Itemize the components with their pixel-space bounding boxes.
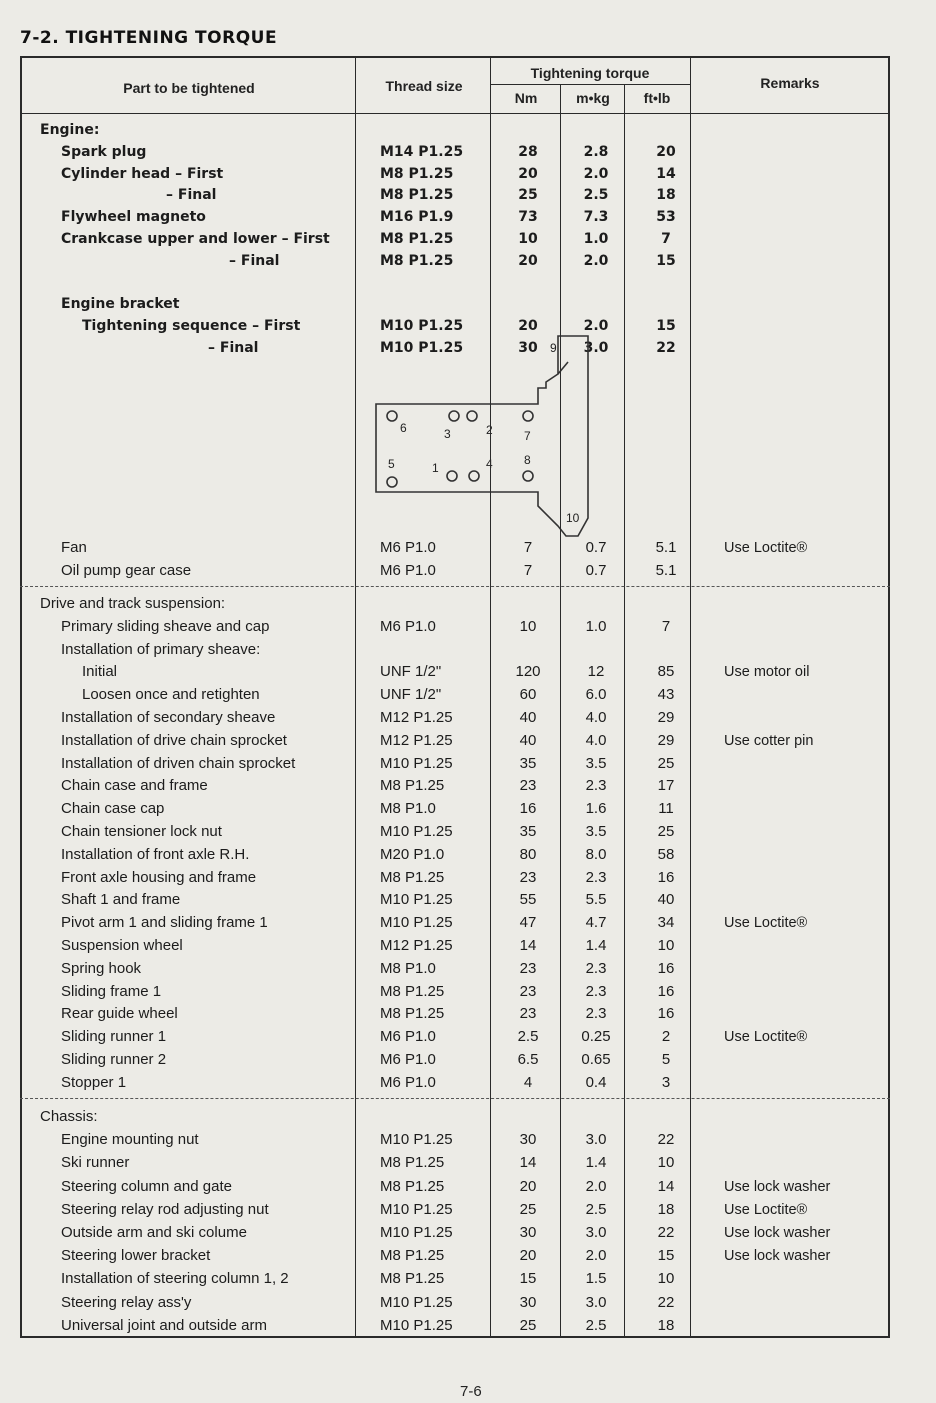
mkg-cell: 8.0 — [585, 845, 607, 863]
table-rule — [20, 113, 890, 114]
mkg-cell: 2.3 — [585, 777, 607, 795]
table-row — [20, 163, 890, 185]
header-nm: Nm — [514, 90, 538, 106]
part-cell: Shaft 1 and frame — [61, 891, 181, 909]
part-cell: Chain tensioner lock nut — [61, 823, 222, 840]
thread-cell: M20 P1.0 — [380, 845, 445, 863]
nm-cell: 20 — [518, 252, 538, 269]
ftlb-cell: 10 — [657, 937, 675, 954]
ftlb-cell: 22 — [657, 1131, 675, 1149]
thread-cell: M6 P1.0 — [380, 617, 436, 635]
ftlb-cell: 22 — [657, 1293, 675, 1311]
part-cell: Installation of drive chain sprocket — [61, 731, 287, 749]
part-cell: Steering lower bracket — [61, 1247, 211, 1265]
table-row — [20, 250, 890, 272]
ftlb-cell: 15 — [657, 1247, 675, 1265]
part-cell: Loosen once and retighten — [82, 686, 260, 704]
thread-cell: M8 P1.25 — [380, 1270, 445, 1288]
thread-cell: M10 P1.25 — [380, 1131, 453, 1149]
mkg-cell: 4.7 — [585, 914, 607, 932]
mkg-cell: 2.0 — [583, 318, 609, 335]
ftlb-cell: 29 — [657, 709, 675, 726]
table-row — [20, 1292, 890, 1314]
remarks-cell: Use motor oil — [724, 664, 810, 681]
mkg-cell: 1.5 — [585, 1270, 607, 1288]
table-row — [20, 775, 890, 797]
diagram-label: 2 — [486, 423, 493, 437]
table-row — [20, 1129, 890, 1151]
part-cell: Chain case cap — [61, 800, 165, 818]
ftlb-cell: 10 — [657, 1270, 675, 1288]
thread-cell: M8 P1.25 — [380, 1247, 445, 1265]
mkg-cell: 0.7 — [585, 539, 607, 556]
header-mkg: m•kg — [576, 90, 610, 106]
mkg-cell: 3.5 — [585, 823, 607, 840]
thread-cell: M6 P1.0 — [380, 539, 436, 556]
part-cell: Engine: — [40, 122, 100, 138]
table-row — [20, 1268, 890, 1290]
ftlb-cell: 43 — [657, 686, 675, 704]
thread-cell: M6 P1.0 — [380, 1028, 436, 1046]
part-cell: Pivot arm 1 and sliding frame 1 — [61, 914, 268, 932]
thread-cell: M12 P1.25 — [380, 709, 453, 726]
nm-cell: 20 — [518, 165, 538, 182]
ftlb-cell: 15 — [656, 318, 676, 335]
part-cell: – Final — [166, 187, 217, 204]
nm-cell: 14 — [519, 937, 537, 954]
part-cell: Installation of primary sheave: — [61, 640, 261, 658]
part-cell: Universal joint and outside arm — [61, 1316, 267, 1334]
mkg-cell: 2.5 — [585, 1316, 607, 1334]
part-cell: Chain case and frame — [61, 777, 208, 795]
nm-cell: 40 — [519, 731, 537, 749]
thread-cell: M8 P1.25 — [380, 231, 454, 247]
ftlb-cell: 25 — [657, 754, 675, 772]
table-row — [20, 798, 890, 820]
table-row — [20, 639, 890, 661]
nm-cell: 25 — [518, 187, 538, 204]
part-cell: Initial — [82, 663, 118, 681]
nm-cell: 25 — [519, 1316, 537, 1334]
ftlb-cell: 14 — [656, 165, 676, 182]
diagram-label: 4 — [486, 457, 493, 471]
mkg-cell: 2.8 — [583, 143, 609, 160]
ftlb-cell: 58 — [657, 845, 675, 863]
thread-cell: M8 P1.25 — [380, 982, 445, 1000]
table-row — [20, 1176, 890, 1198]
thread-cell: M8 P1.25 — [380, 777, 445, 795]
ftlb-cell: 16 — [657, 868, 675, 886]
table-row — [20, 1315, 890, 1337]
table-row — [20, 1199, 890, 1221]
nm-cell: 47 — [519, 914, 537, 932]
thread-cell: M10 P1.25 — [380, 318, 464, 335]
mkg-cell: 1.6 — [585, 800, 607, 818]
table-row — [20, 935, 890, 957]
part-cell: Crankcase upper and lower – First — [61, 231, 330, 247]
thread-cell: M8 P1.0 — [380, 800, 436, 818]
part-cell: Installation of driven chain sprocket — [61, 754, 296, 772]
nm-cell: 23 — [519, 777, 537, 795]
thread-cell: M10 P1.25 — [380, 914, 453, 932]
diagram-label: 7 — [524, 429, 531, 443]
part-cell: Spark plug — [61, 143, 147, 160]
thread-cell: M10 P1.25 — [380, 1316, 453, 1334]
thread-cell: M10 P1.25 — [380, 891, 453, 909]
diagram-label: 5 — [388, 457, 395, 471]
table-row — [20, 821, 890, 843]
ftlb-cell: 7 — [661, 231, 671, 247]
table-rule — [624, 84, 625, 1338]
table-row — [20, 228, 890, 250]
mkg-cell: 2.5 — [585, 1200, 607, 1218]
part-cell: Steering relay rod adjusting nut — [61, 1200, 269, 1218]
nm-cell: 7 — [523, 539, 533, 556]
table-row — [20, 753, 890, 775]
table-row — [20, 661, 890, 683]
nm-cell: 7 — [523, 561, 533, 579]
nm-cell: 40 — [519, 709, 537, 726]
part-cell: Stopper 1 — [61, 1073, 127, 1091]
part-cell: Tightening sequence – First — [82, 318, 301, 335]
part-cell: Oil pump gear case — [61, 561, 192, 579]
header-thread: Thread size — [385, 78, 463, 94]
part-cell: Spring hook — [61, 959, 142, 977]
part-cell: Installation of secondary sheave — [61, 709, 276, 726]
part-cell: – Final — [208, 340, 259, 356]
thread-cell: M12 P1.25 — [380, 937, 453, 954]
ftlb-cell: 3 — [661, 1073, 671, 1091]
table-row — [20, 889, 890, 911]
mkg-cell: 2.3 — [585, 982, 607, 1000]
mkg-cell: 1.4 — [585, 937, 607, 954]
part-cell: Installation of steering column 1, 2 — [61, 1270, 289, 1288]
thread-cell: M8 P1.0 — [380, 959, 436, 977]
table-row — [20, 1152, 890, 1174]
nm-cell: 14 — [519, 1154, 537, 1172]
ftlb-cell: 85 — [657, 663, 675, 681]
diagram-label: 1 — [432, 461, 439, 475]
thread-cell: UNF 1/2" — [380, 686, 442, 704]
table-row — [20, 184, 890, 206]
table-row — [20, 1049, 890, 1071]
nm-cell: 20 — [519, 1247, 537, 1265]
mkg-cell: 3.0 — [585, 1293, 607, 1311]
thread-cell: M14 P1.25 — [380, 143, 464, 160]
nm-cell: 23 — [519, 982, 537, 1000]
ftlb-cell: 53 — [656, 209, 676, 226]
table-row — [20, 981, 890, 1003]
mkg-cell: 3.0 — [585, 1224, 607, 1241]
nm-cell: 6.5 — [517, 1051, 539, 1068]
ftlb-cell: 2 — [661, 1028, 671, 1046]
table-row — [20, 560, 890, 582]
thread-cell: M6 P1.0 — [380, 561, 436, 579]
nm-cell: 73 — [518, 209, 538, 226]
ftlb-cell: 5 — [661, 1051, 671, 1068]
table-row — [20, 119, 890, 141]
table-row — [20, 707, 890, 729]
ftlb-cell: 5.1 — [655, 539, 677, 556]
part-cell: Drive and track suspension: — [40, 595, 226, 612]
mkg-cell: 2.0 — [583, 252, 609, 269]
part-cell: Engine mounting nut — [61, 1131, 199, 1149]
nm-cell: 30 — [519, 1224, 537, 1241]
thread-cell: UNF 1/2" — [380, 663, 442, 681]
ftlb-cell: 16 — [657, 959, 675, 977]
mkg-cell: 1.0 — [585, 617, 607, 635]
ftlb-cell: 22 — [657, 1224, 675, 1241]
thread-cell: M10 P1.25 — [380, 1200, 453, 1218]
header-remarks: Remarks — [760, 75, 820, 91]
part-cell: Steering relay ass'y — [61, 1293, 192, 1311]
part-cell: Steering column and gate — [61, 1177, 232, 1195]
table-row — [20, 1245, 890, 1267]
thread-cell: M8 P1.25 — [380, 187, 454, 204]
nm-cell: 120 — [515, 663, 541, 681]
table-rule — [20, 586, 890, 587]
nm-cell: 25 — [519, 1200, 537, 1218]
thread-cell: M10 P1.25 — [380, 1224, 453, 1241]
table-row — [20, 1026, 890, 1048]
mkg-cell: 2.5 — [583, 187, 609, 204]
table-row — [20, 593, 890, 615]
table-row — [20, 844, 890, 866]
table-row — [20, 1072, 890, 1094]
header-torque: Tightening torque — [530, 65, 650, 81]
ftlb-cell: 22 — [656, 340, 676, 356]
table-row — [20, 730, 890, 752]
nm-cell: 23 — [519, 868, 537, 886]
part-cell: Flywheel magneto — [61, 209, 206, 226]
remarks-cell: Use lock washer — [724, 1178, 831, 1195]
remarks-cell: Use lock washer — [724, 1225, 831, 1241]
part-cell: Sliding runner 2 — [61, 1051, 167, 1068]
table-row — [20, 616, 890, 638]
part-cell: Sliding frame 1 — [61, 982, 162, 1000]
ftlb-cell: 7 — [661, 617, 671, 635]
thread-cell: M16 P1.9 — [380, 209, 454, 226]
nm-cell: 55 — [519, 891, 537, 909]
mkg-cell: 3.0 — [583, 340, 609, 356]
diagram-label: 6 — [400, 421, 407, 435]
mkg-cell: 1.0 — [583, 231, 609, 247]
table-rule — [560, 84, 561, 1338]
nm-cell: 30 — [519, 1293, 537, 1311]
ftlb-cell: 25 — [657, 823, 675, 840]
thread-cell: M10 P1.25 — [380, 754, 453, 772]
part-cell: Installation of front axle R.H. — [61, 845, 250, 863]
ftlb-cell: 17 — [657, 777, 675, 795]
part-cell: Primary sliding sheave and cap — [61, 617, 270, 635]
mkg-cell: 0.4 — [585, 1073, 607, 1091]
nm-cell: 35 — [519, 823, 537, 840]
nm-cell: 30 — [518, 340, 538, 356]
table-rule — [490, 56, 491, 1338]
thread-cell: M10 P1.25 — [380, 1293, 453, 1311]
mkg-cell: 4.0 — [585, 709, 607, 726]
ftlb-cell: 18 — [657, 1200, 675, 1218]
mkg-cell: 0.25 — [581, 1028, 611, 1046]
header-part: Part to be tightened — [123, 80, 255, 96]
ftlb-cell: 34 — [657, 914, 675, 932]
ftlb-cell: 10 — [657, 1154, 675, 1172]
thread-cell: M8 P1.25 — [380, 1154, 445, 1172]
mkg-cell: 4.0 — [585, 731, 607, 749]
part-cell: Front axle housing and frame — [61, 868, 257, 886]
nm-cell: 15 — [519, 1270, 537, 1288]
tightening-sequence-diagram — [370, 330, 600, 545]
page-number: 7-6 — [460, 1383, 482, 1400]
ftlb-cell: 16 — [657, 982, 675, 1000]
mkg-cell: 1.4 — [585, 1154, 607, 1172]
mkg-cell: 3.5 — [585, 754, 607, 772]
diagram-label: 10 — [566, 511, 580, 525]
ftlb-cell: 29 — [657, 731, 675, 749]
ftlb-cell: 14 — [657, 1177, 675, 1195]
mkg-cell: 2.0 — [585, 1247, 607, 1265]
nm-cell: 20 — [519, 1177, 537, 1195]
nm-cell: 23 — [519, 959, 537, 977]
mkg-cell: 2.3 — [585, 868, 607, 886]
mkg-cell: 3.0 — [585, 1131, 607, 1149]
thread-cell: M12 P1.25 — [380, 731, 453, 749]
mkg-cell: 2.3 — [585, 1005, 607, 1023]
mkg-cell: 12 — [587, 663, 605, 681]
part-cell: Suspension wheel — [61, 937, 183, 954]
table-row — [20, 293, 890, 315]
table-row — [20, 1222, 890, 1244]
nm-cell: 28 — [518, 143, 538, 160]
part-cell: Engine bracket — [61, 296, 180, 313]
remarks-cell: Use cotter pin — [724, 732, 814, 749]
thread-cell: M6 P1.0 — [380, 1073, 436, 1091]
table-row — [20, 141, 890, 163]
diagram-label: 3 — [444, 427, 451, 441]
part-cell: Rear guide wheel — [61, 1005, 178, 1023]
mkg-cell: 0.7 — [585, 561, 607, 579]
remarks-cell: Use lock washer — [724, 1248, 831, 1265]
header-ftlb: ft•lb — [643, 90, 671, 106]
table-rule — [20, 1098, 890, 1099]
mkg-cell: 2.0 — [583, 165, 609, 182]
table-rule — [690, 56, 691, 1338]
mkg-cell: 5.5 — [585, 891, 607, 909]
diagram-label: 9 — [550, 341, 557, 355]
table-rule — [355, 56, 356, 1338]
part-cell: Ski runner — [61, 1154, 130, 1172]
nm-cell: 2.5 — [517, 1028, 539, 1046]
table-row — [20, 1106, 890, 1128]
ftlb-cell: 5.1 — [655, 561, 677, 579]
ftlb-cell: 16 — [657, 1005, 675, 1023]
table-row — [20, 272, 890, 294]
nm-cell: 16 — [519, 800, 537, 818]
ftlb-cell: 18 — [657, 1316, 675, 1334]
nm-cell: 23 — [519, 1005, 537, 1023]
part-cell: Fan — [61, 539, 87, 556]
part-cell: – Final — [229, 252, 280, 269]
thread-cell: M10 P1.25 — [380, 340, 464, 356]
ftlb-cell: 20 — [656, 143, 676, 160]
mkg-cell: 0.65 — [581, 1051, 611, 1068]
nm-cell: 60 — [519, 686, 537, 704]
diagram-label: 8 — [524, 453, 531, 467]
table-row — [20, 867, 890, 889]
table-row — [20, 958, 890, 980]
mkg-cell: 7.3 — [583, 209, 609, 226]
section-title: 7-2. TIGHTENING TORQUE — [20, 28, 278, 48]
thread-cell: M10 P1.25 — [380, 823, 453, 840]
thread-cell: M8 P1.25 — [380, 1005, 445, 1023]
table-row — [20, 1003, 890, 1025]
ftlb-cell: 15 — [656, 252, 676, 269]
thread-cell: M8 P1.25 — [380, 252, 454, 269]
thread-cell: M8 P1.25 — [380, 1177, 445, 1195]
nm-cell: 4 — [523, 1073, 533, 1091]
remarks-cell: Use Loctite® — [724, 1201, 808, 1218]
part-cell: Cylinder head – First — [61, 165, 224, 182]
ftlb-cell: 18 — [656, 187, 676, 204]
table-row — [20, 684, 890, 706]
table-rule — [490, 84, 690, 85]
remarks-cell: Use Loctite® — [724, 915, 808, 932]
thread-cell: M6 P1.0 — [380, 1051, 436, 1068]
ftlb-cell: 11 — [658, 800, 674, 818]
remarks-cell: Use Loctite® — [724, 540, 808, 556]
part-cell: Chassis: — [40, 1108, 98, 1125]
part-cell: Sliding runner 1 — [61, 1028, 167, 1046]
nm-cell: 10 — [518, 231, 538, 247]
mkg-cell: 2.3 — [585, 959, 607, 977]
nm-cell: 35 — [519, 754, 537, 772]
thread-cell: M8 P1.25 — [380, 868, 445, 886]
mkg-cell: 2.0 — [585, 1177, 607, 1195]
thread-cell: M8 P1.25 — [380, 165, 454, 182]
remarks-cell: Use Loctite® — [724, 1029, 808, 1046]
nm-cell: 30 — [519, 1131, 537, 1149]
mkg-cell: 6.0 — [585, 686, 607, 704]
nm-cell: 10 — [519, 617, 537, 635]
nm-cell: 80 — [519, 845, 537, 863]
table-row — [20, 206, 890, 228]
table-row — [20, 912, 890, 934]
ftlb-cell: 40 — [657, 891, 675, 909]
part-cell: Outside arm and ski colume — [61, 1224, 247, 1241]
nm-cell: 20 — [518, 318, 538, 335]
